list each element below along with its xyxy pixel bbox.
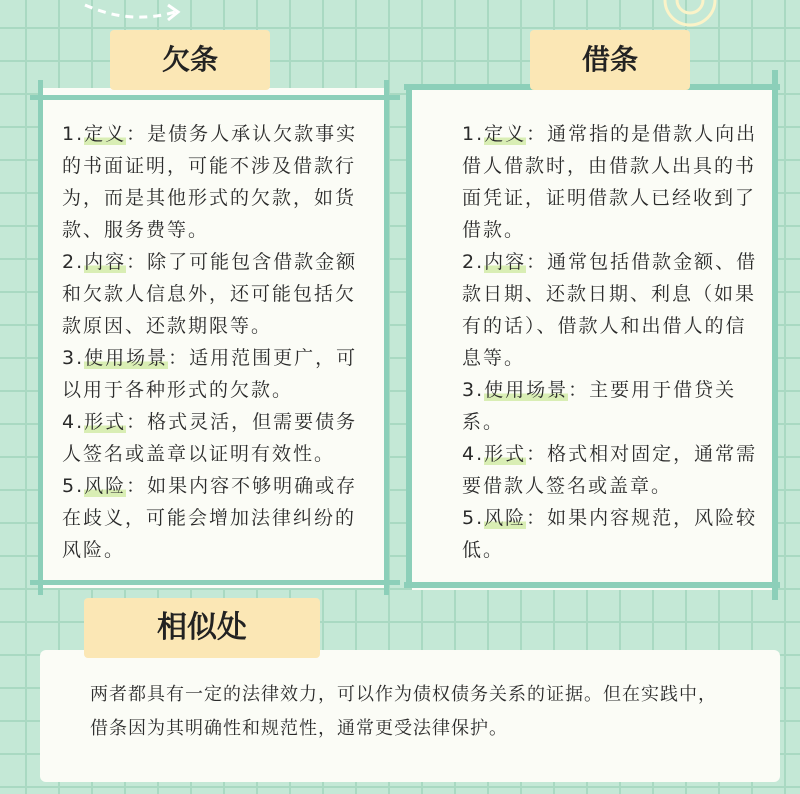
iou-frame bbox=[30, 95, 400, 100]
iou-frame bbox=[30, 580, 400, 585]
similarities-title: 相似处 bbox=[84, 598, 320, 658]
loan-note-item: 4.形式：格式相对固定，通常需要借款人签名或盖章。 bbox=[462, 443, 758, 497]
loan-note-item: 5.风险：如果内容规范，风险较低。 bbox=[462, 507, 758, 561]
iou-item: 3.使用场景：适用范围更广，可以用于各种形式的欠款。 bbox=[62, 347, 358, 401]
iou-frame bbox=[384, 80, 389, 595]
loan-note-frame bbox=[406, 84, 412, 588]
iou-item: 2.内容：除了可能包含借款金额和欠款人信息外，还可能包括欠款原因、还款期限等。 bbox=[62, 251, 358, 337]
loan-note-item: 2.内容：通常包括借款金额、借款日期、还款日期、利息（如果有的话）、借款人和出借人的信息等。 bbox=[462, 251, 758, 369]
similarities-text: 两者都具有一定的法律效力，可以作为债权债务关系的证据。但在实践中，借条因为其明确性和规范性，通常更受法律保护。 bbox=[90, 684, 717, 739]
dashed-arrow-decoration bbox=[80, 0, 190, 30]
swirl-decoration bbox=[650, 0, 730, 30]
loan-note-content bbox=[462, 118, 764, 566]
loan-note-title: 借条 bbox=[530, 30, 690, 90]
loan-note-item: 1.定义：通常指的是借款人向出借人借款时，由借款人出具的书面凭证，证明借款人已经收到了借款。 bbox=[462, 123, 758, 241]
iou-content bbox=[62, 118, 364, 566]
iou-title: 欠条 bbox=[110, 30, 270, 90]
loan-note-item: 3.使用场景：主要用于借贷关系。 bbox=[462, 379, 737, 433]
iou-item: 1.定义：是债务人承认欠款事实的书面证明，可能不涉及借款行为，而是其他形式的欠款，如货款、服务费等。 bbox=[62, 123, 358, 241]
iou-item: 5.风险：如果内容不够明确或存在歧义，可能会增加法律纠纷的风险。 bbox=[62, 475, 358, 561]
iou-frame bbox=[38, 80, 43, 595]
iou-item: 4.形式：格式灵活，但需要债务人签名或盖章以证明有效性。 bbox=[62, 411, 358, 465]
loan-note-frame bbox=[404, 582, 780, 588]
loan-note-frame bbox=[772, 70, 778, 600]
